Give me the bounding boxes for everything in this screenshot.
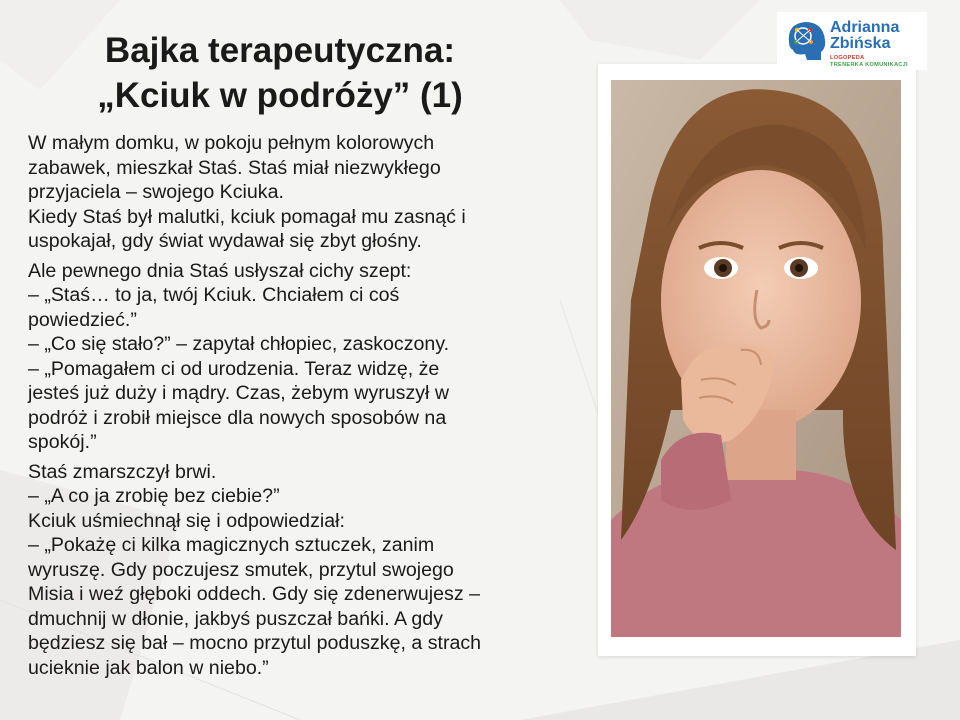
title-line-2: „Kciuk w podróży” (1) [97, 76, 463, 115]
story-paragraph-2: Ale pewnego dnia Staś usłyszał cichy szept: – „Staś… to ja, twój Kciuk. Chciałem ci coś powiedzieć.” – „Co się stało?” – zapytał chłopiec, zaskoczony. – „Pomagałem ci od urodzenia. Teraz widzę, że jesteś już duży i mądry. Czas, żebym wyruszył w podróż i zrobił miejsce dla nowych sposobów na spokój.” [28, 259, 450, 453]
slide-title [40, 28, 520, 118]
photo-frame [598, 64, 916, 656]
head-logo-icon [783, 18, 829, 64]
story-text [28, 131, 578, 685]
logo-last-name: Zbińska [830, 35, 891, 52]
story-paragraph-3: Staś zmarszczył brwi. – „A co ja zrobię bez ciebie?” Kciuk uśmiechnął się i odpowiedział: – „Pokażę ci kilka magicznych sztuczek, zanim wyruszę. Gdy poczujesz smutek, przytul swojego Misia i weź głęboki oddech. Gdy się zdenerwujesz – dmuchnij w dłonie, jakbyś puszczał bańki. A gdy będziesz się bał – mocno przytul poduszkę, a strach ucieknie jak balon w niebo.” [28, 460, 482, 679]
logo-role-line-2: TRENERKA KOMUNIKACJI [830, 62, 908, 68]
logo-role-line-1: LOGOPEDA [830, 55, 865, 61]
child-thumb-sucking-photo [611, 80, 901, 637]
story-paragraph-1: W małym domku, w pokoju pełnym kolorowych zabawek, mieszkał Staś. Staś miał niezwykłego przyjaciela – swojego Kciuka. Kiedy Staś był malutki, kciuk pomagał mu zasnąć i uspokajał, gdy świat wydawał się zbyt głośny. [28, 132, 466, 252]
brand-logo [777, 12, 927, 70]
title-line-1: Bajka terapeutyczna: [104, 31, 456, 70]
logo-first-name: Adrianna [830, 19, 900, 36]
